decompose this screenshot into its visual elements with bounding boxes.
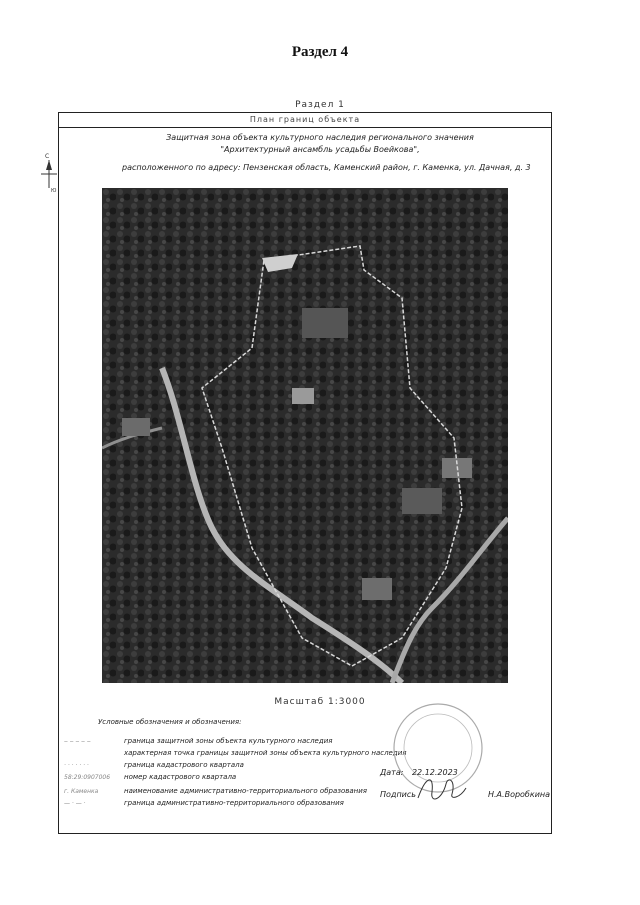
north-arrow-icon <box>38 150 60 194</box>
legend-symbol: ‒ ‒ ‒ ‒ ‒ <box>64 738 91 745</box>
legend-text: граница защитной зоны объекта культурного наследия <box>124 737 333 745</box>
date-label: Дата: <box>380 768 404 777</box>
svg-text:Ю: Ю <box>51 188 57 194</box>
signer-name: Н.А.Воробкина <box>488 790 551 799</box>
legend-item <box>64 799 344 807</box>
plan-title-divider <box>58 127 552 128</box>
date-value: 22.12.2023 <box>411 768 458 777</box>
legend-text: наименование административно-территориального образования <box>124 787 368 795</box>
legend-item <box>64 787 367 795</box>
signature-label: Подпись <box>380 790 416 799</box>
legend-symbol: — · — · <box>64 800 86 807</box>
caption-line-2: "Архитектурный ансамбль усадьбы Воейкова", <box>220 145 420 154</box>
legend-text: характерная точка границы защитной зоны объекта культурного наследия <box>124 749 407 757</box>
document-heading: Раздел 4 <box>291 44 349 60</box>
legend-symbol: 58:29:0907006 <box>64 774 111 781</box>
legend-item <box>64 737 332 745</box>
svg-text:С: С <box>45 153 50 160</box>
aerial-photo-map[interactable] <box>102 188 508 683</box>
section-label: Раздел 1 <box>295 100 345 110</box>
handwritten-signature <box>412 770 472 806</box>
satellite-image <box>102 188 508 683</box>
caption-line-3: расположенного по адресу: Пензенская область, Каменский район, г. Каменка, ул. Дачная, д. 3 <box>122 163 531 172</box>
legend-text: граница административно-территориального образования <box>124 799 344 807</box>
legend-title: Условные обозначения и обозначения: <box>98 718 242 726</box>
legend-symbol: · · · · · · · <box>64 762 89 769</box>
plan-title: План границ объекта <box>249 115 361 124</box>
legend-item <box>64 761 244 769</box>
legend-text: граница кадастрового квартала <box>124 761 244 769</box>
caption-line-1: Защитная зона объекта культурного наследия регионального значения <box>166 133 474 142</box>
legend-symbol: г. Каменка <box>64 788 99 795</box>
legend-item <box>64 773 236 781</box>
legend-text: номер кадастрового квартала <box>124 773 237 781</box>
legend-item <box>64 749 406 757</box>
map-scale: Масштаб 1:3000 <box>274 697 366 707</box>
